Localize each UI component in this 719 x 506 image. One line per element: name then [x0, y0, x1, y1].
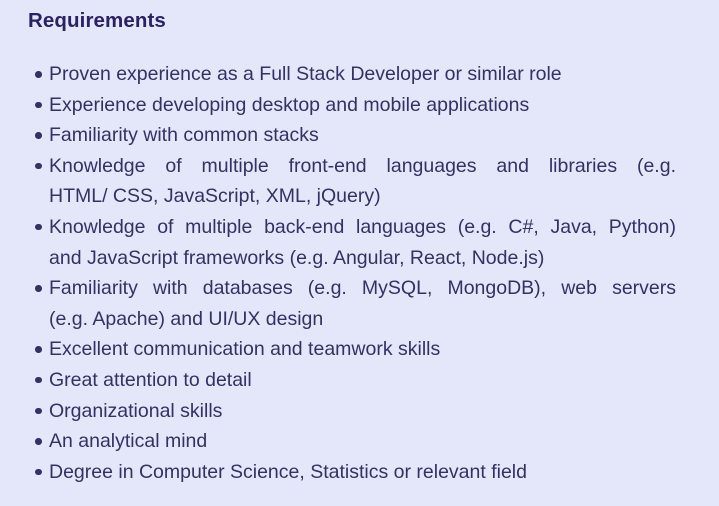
bullet-icon — [35, 438, 42, 445]
list-item — [35, 151, 680, 212]
bullet-icon — [35, 346, 42, 353]
list-item — [35, 90, 680, 121]
bullet-icon — [35, 285, 42, 292]
list-item-line: Familiarity with databases (e.g. MySQL, MongoDB), web servers — [49, 277, 676, 300]
list-item-line: Excellent communication and teamwork skills — [49, 338, 441, 361]
list-item-line: Experience developing desktop and mobile applications — [49, 93, 530, 116]
bullet-icon — [35, 102, 42, 109]
list-item — [35, 212, 680, 273]
list-item — [35, 59, 680, 90]
list-item — [35, 396, 680, 427]
list-item — [35, 426, 680, 457]
bullet-icon — [35, 377, 42, 384]
bullet-icon — [35, 408, 42, 415]
list-item — [35, 457, 680, 488]
bullet-icon — [35, 132, 42, 139]
list-item-line: An analytical mind — [49, 430, 208, 453]
list-item — [35, 365, 680, 396]
list-item-line: Knowledge of multiple back-end languages (e.g. C#, Java, Python) — [49, 215, 676, 238]
list-item — [35, 273, 680, 334]
list-item-line: Familiarity with common stacks — [49, 124, 319, 147]
list-item — [35, 334, 680, 365]
list-item-line: Knowledge of multiple front-end languages and libraries (e.g. — [49, 154, 676, 177]
list-item-line: (e.g. Apache) and UI/UX design — [49, 307, 324, 330]
list-item-line: Great attention to detail — [49, 368, 252, 391]
list-item-line: Proven experience as a Full Stack Developer or similar role — [49, 63, 562, 85]
list-item-line: Degree in Computer Science, Statistics or relevant field — [49, 460, 527, 483]
list-item-line: Organizational skills — [49, 399, 223, 422]
requirements-list — [35, 59, 680, 487]
page-title: Requirements — [28, 9, 166, 32]
bullet-icon — [35, 224, 42, 231]
list-item — [35, 120, 680, 151]
list-item-line: HTML/ CSS, JavaScript, XML, jQuery) — [49, 185, 381, 208]
list-item-line: and JavaScript frameworks (e.g. Angular, React, Node.js) — [49, 246, 545, 269]
bullet-icon — [35, 469, 42, 476]
bullet-icon — [35, 163, 42, 170]
bullet-icon — [35, 71, 42, 78]
